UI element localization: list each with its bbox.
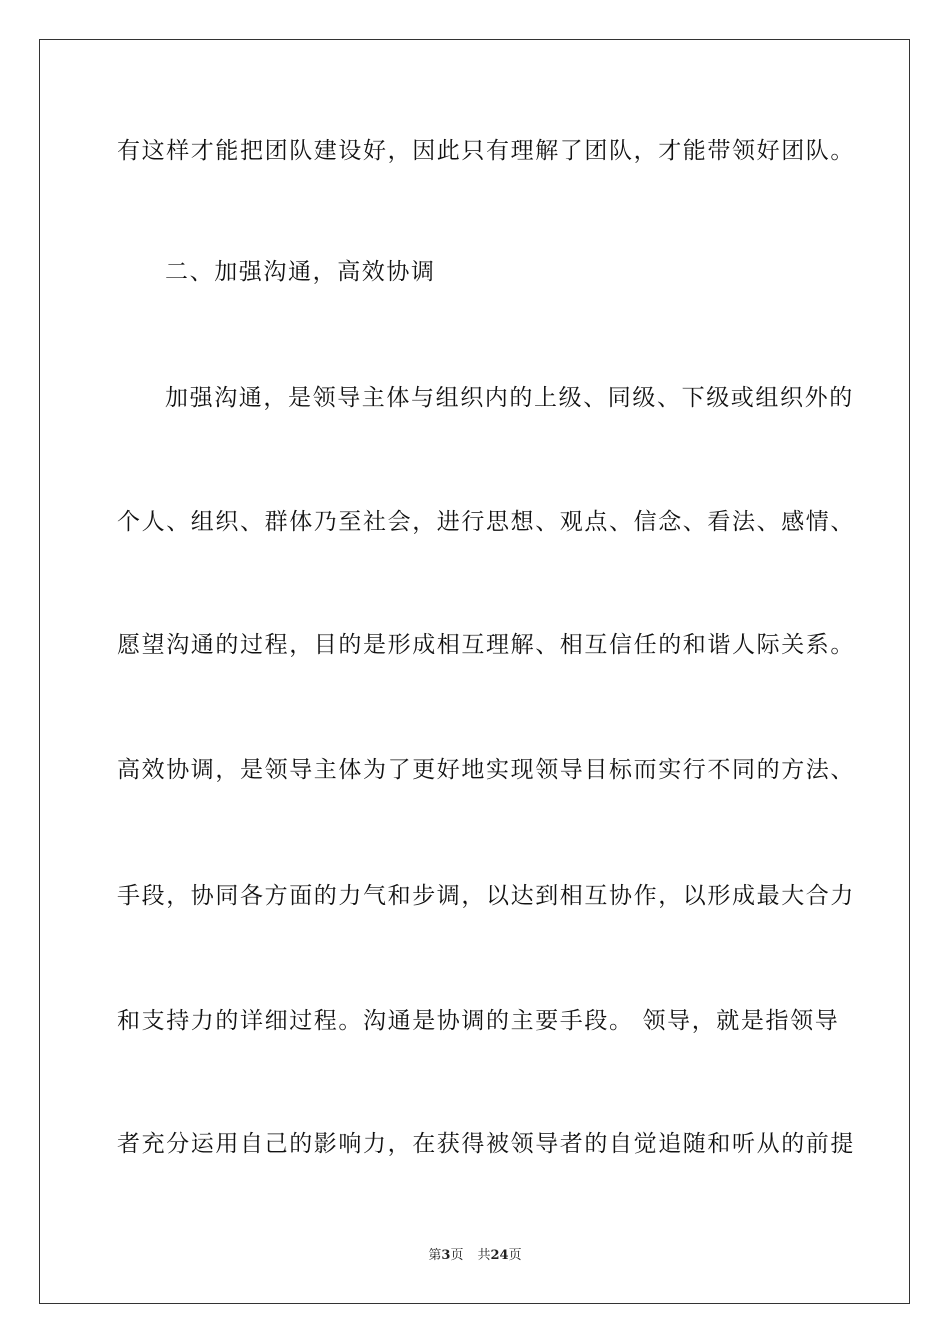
paragraph-line: 加强沟通，是领导主体与组织内的上级、同级、下级或组织外的 [165, 385, 854, 411]
paragraph-line: 有这样才能把团队建设好，因此只有理解了团队，才能带领好团队。 [117, 138, 855, 164]
page-prefix: 第 [428, 1248, 442, 1263]
paragraph-line: 者充分运用自己的影响力，在获得被领导者的自觉追随和听从的前提 [117, 1131, 855, 1157]
page-footer [0, 1247, 950, 1265]
paragraph-line: 愿望沟通的过程，目的是形成相互理解、相互信任的和谐人际关系。 [117, 632, 855, 658]
total-suffix: 页 [508, 1248, 522, 1263]
paragraph-line: 个人、组织、群体乃至社会，进行思想、观点、信念、看法、感情、 [117, 509, 855, 535]
total-pages: 24 [490, 1248, 509, 1263]
total-prefix: 共 [477, 1248, 491, 1263]
section-heading: 二、加强沟通，高效协调 [165, 259, 436, 285]
page-suffix: 页 [450, 1248, 464, 1263]
paragraph-line: 高效协调，是领导主体为了更好地实现领导目标而实行不同的方法、 [117, 757, 855, 783]
paragraph-line: 和支持力的详细过程。沟通是协调的主要手段。 领导，就是指领导 [117, 1008, 840, 1034]
page-frame [39, 39, 910, 1304]
paragraph-line: 手段，协同各方面的力气和步调，以达到相互协作，以形成最大合力 [117, 883, 855, 909]
page-number: 3 [441, 1248, 451, 1263]
